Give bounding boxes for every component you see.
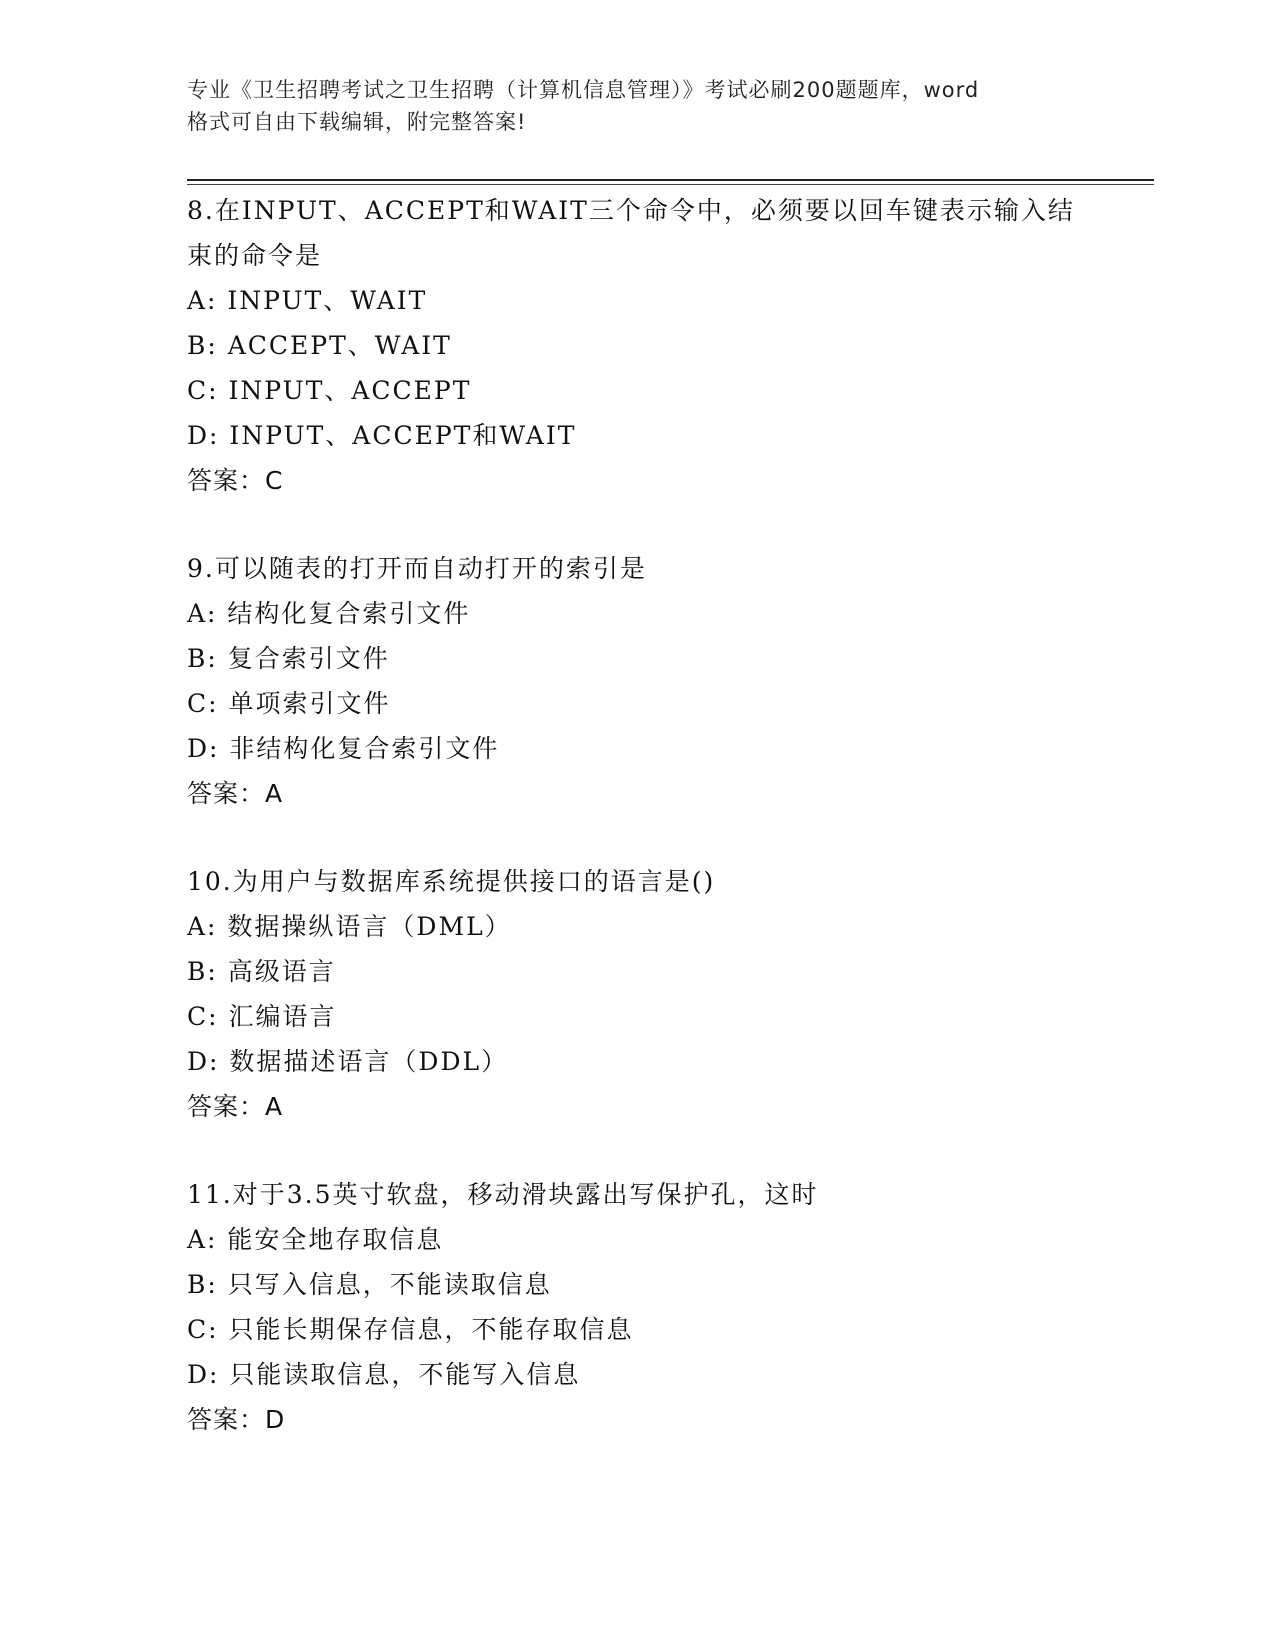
option-d: D: 数据描述语言（DDL） [187,1047,509,1076]
option-a: A: 结构化复合索引文件 [187,599,471,628]
question-stem: 10.为用户与数据库系统提供接口的语言是() [187,867,716,896]
option-b: B: ACCEPT、WAIT [187,331,452,360]
answer-line: 答案：C [187,466,284,495]
option-a: A: 能安全地存取信息 [187,1225,444,1254]
header-line-2: 格式可自由下载编辑，附完整答案! [187,110,527,134]
option-b: B: 复合索引文件 [187,644,390,673]
question-stem: 8.在INPUT、ACCEPT和WAIT三个命令中，必须要以回车键表示输入结 [187,196,1075,225]
answer-line: 答案：A [187,1092,284,1121]
answer-line: 答案：A [187,779,284,808]
option-d: D: 非结构化复合索引文件 [187,734,500,763]
header-divider-thick [187,179,1154,181]
option-c: C: 单项索引文件 [187,689,391,718]
header-divider-thin [187,184,1154,185]
option-d: D: INPUT、ACCEPT和WAIT [187,421,577,450]
question-11 [187,1172,1087,1442]
question-8 [187,188,1087,503]
question-stem: 11.对于3.5英寸软盘，移动滑块露出写保护孔，这时 [187,1180,819,1209]
question-stem: 9.可以随表的打开而自动打开的索引是 [187,554,647,583]
option-a: A: INPUT、WAIT [187,286,428,315]
option-b: B: 高级语言 [187,957,336,986]
header-line-1: 专业《卫生招聘考试之卫生招聘（计算机信息管理）》考试必刷200题题库，word [187,78,980,102]
answer-line: 答案：D [187,1405,286,1434]
question-10 [187,859,1087,1129]
option-c: C: INPUT、ACCEPT [187,376,472,405]
option-b: B: 只写入信息，不能读取信息 [187,1270,552,1299]
question-9 [187,546,1087,816]
option-d: D: 只能读取信息，不能写入信息 [187,1360,581,1389]
question-stem-continued: 束的命令是 [187,241,323,270]
question-list [187,188,1087,1485]
option-a: A: 数据操纵语言（DML） [187,912,512,941]
option-c: C: 只能长期保存信息，不能存取信息 [187,1315,634,1344]
document-header [187,74,1087,138]
option-c: C: 汇编语言 [187,1002,337,1031]
